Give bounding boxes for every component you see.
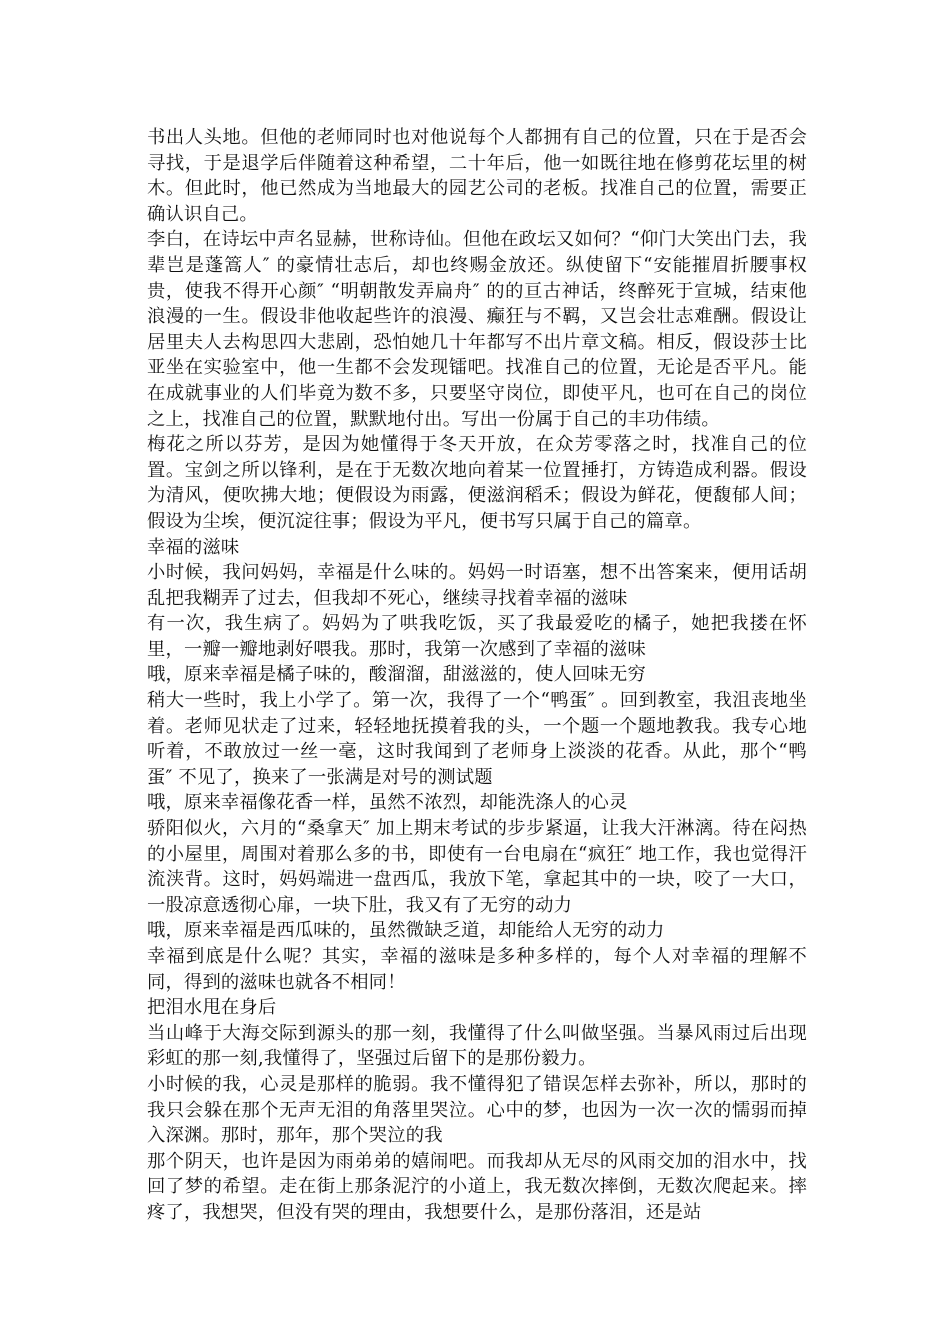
paragraph-mountain-sea: 当山峰于大海交际到源头的那一刻，我懂得了什么叫做坚强。当暴风雨过后出现彩虹的那一刻,我懂得了，坚强过后留下的是那份毅力。: [147, 1022, 807, 1070]
paragraph-hot-summer: 骄阳似火，六月的“桑拿天″ 加上期末考试的步步紧逼，让我大汗淋漓。待在闷热的小屋里，周围对着那么多的书，即使有一台电扇在“疯狂″ 地工作，我也觉得汗流浃背。这时，妈妈端进一盘西瓜，我放下笔，拿起其中的一块，咬了一大口，一股凉意透彻心扉，一块下肚，我又有了无穷的动力: [147, 818, 807, 916]
paragraph-li-bai: 李白，在诗坛中声名显赫，世称诗仙。但他在政坛又如何？“仰门大笑出门去，我辈岂是蓬篙人″ 的豪情壮志后，却也终赐金放还。纵使留下“安能摧眉折腰事权贵，使我不得开心颜″ “明朝散发弄扁舟″ 的的亘古神话，终醉死于宣城，结束他浪漫的一生。假设非他收起些许的浪漫、癫狂与不羁，又岂会壮志难酬。假设让居里夫人去构思四大悲剧，恐怕她几十年都写不出片章文稿。相反，假设莎士比亚坐在实验室中，他一生都不会发现镭吧。找准自己的位置，无论是否平凡。能在成就事业的人们毕竟为数不多，只要坚守岗位，即使平凡，也可在自己的岗位之上，找准自己的位置，默默地付出。写出一份属于自己的丰功伟绩。: [147, 229, 807, 430]
paragraph-childhood-question: 小时候，我问妈妈，幸福是什么味的。妈妈一时语塞，想不出答案来，便用话胡乱把我糊弄了过去，但我却不死心，继续寻找着幸福的滋味: [147, 562, 807, 609]
paragraph-happiness-conclusion: 幸福到底是什么呢？其实，幸福的滋味是多种多样的，每个人对幸福的理解不同，得到的滋味也就各不相同！: [147, 946, 807, 993]
paragraph-fragile-childhood: 小时候的我，心灵是那样的脆弱。我不懂得犯了错误怎样去弥补，所以，那时的我只会躲在那个无声无泪的角落里哭泣。心中的梦，也因为一次一次的懦弱而掉入深渊。那时，那年，那个哭泣的我: [147, 1073, 807, 1147]
paragraph-finding-position: 书出人头地。但他的老师同时也对他说每个人都拥有自己的位置，只在于是否会寻找，于是退学后伴随着这种希望，二十年后，他一如既往地在修剪花坛里的树木。但此时，他已然成为当地最大的园艺公司的老板。找准自己的位置，需要正确认识自己。: [147, 127, 807, 225]
heading-taste-of-happiness: 幸福的滋味: [147, 536, 240, 558]
document-page: [147, 125, 807, 1226]
paragraph-orange-taste: 哦，原来幸福是橘子味的，酸溜溜，甜滋滋的，使人回味无穷: [147, 664, 646, 686]
paragraph-zero-score: 稍大一些时，我上小学了。第一次，我得了一个“鸭蛋″ 。回到教室，我沮丧地坐着。老师见状走了过来，轻轻地抚摸着我的头，一个题一个题地教我。我专心地听着，不敢放过一丝一毫，这时我闻到了老师身上淡淡的花香。从此，那个“鸭蛋″ 不见了，换来了一张满是对号的测试题: [147, 690, 807, 788]
paragraph-sick-oranges: 有一次，我生病了。妈妈为了哄我吃饭，买了我最爱吃的橘子，她把我搂在怀里，一瓣一瓣地剥好喂我。那时，我第一次感到了幸福的滋味: [147, 613, 807, 660]
paragraph-watermelon-taste: 哦，原来幸福是西瓜味的，虽然微缺乏道，却能给人无穷的动力: [147, 920, 665, 942]
paragraph-flower-fragrance: 哦，原来幸福像花香一样，虽然不浓烈，却能洗涤人的心灵: [147, 792, 628, 814]
paragraph-rainy-day: 那个阴天，也许是因为雨弟弟的嬉闹吧。而我却从无尽的风雨交加的泪水中，找回了梦的希望。走在街上那条泥泞的小道上，我无数次摔倒，无数次爬起来。摔疼了，我想哭，但没有哭的理由，我想要什么，是那份落泪，还是站: [147, 1150, 807, 1223]
paragraph-plum-blossom: 梅花之所以芬芳，是因为她懂得于冬天开放，在众芳零落之时，找准自己的位置。宝剑之所以锋利，是在于无数次地向着某一位置捶打，方铸造成利器。假设为清风，便吹拂大地；便假设为雨露，便滋润稻禾；假设为鲜花，便馥郁人间；假设为尘埃，便沉淀往事；假设为平凡，便书写只属于自己的篇章。: [147, 434, 807, 532]
heading-tears-behind: 把泪水甩在身后: [147, 997, 277, 1019]
